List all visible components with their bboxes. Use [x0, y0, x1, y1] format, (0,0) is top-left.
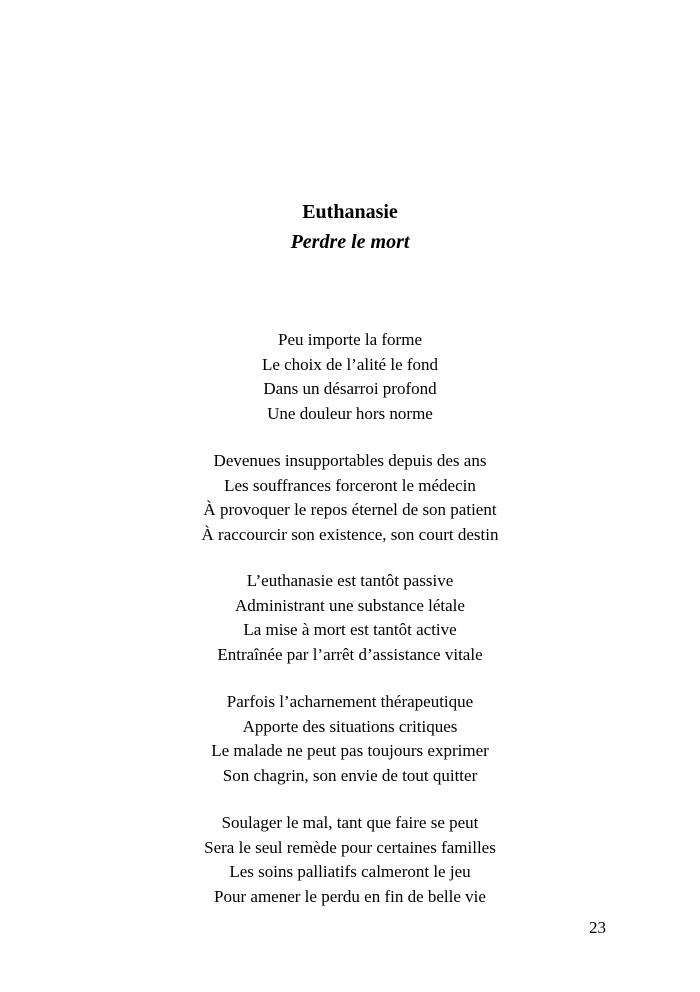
poem-line: La mise à mort est tantôt active	[243, 620, 457, 639]
stanza-4	[0, 690, 700, 788]
poem-title: Euthanasie	[302, 201, 398, 223]
stanza-5	[0, 811, 700, 909]
poem-line: Le choix de l’alité le fond	[261, 354, 439, 374]
poem-line: Apporte des situations critiques	[242, 716, 458, 736]
poem-line: Peu importe la forme	[278, 330, 422, 349]
poem-line: Son chagrin, son envie de tout quitter	[222, 765, 478, 785]
poem-line: Pour amener le perdu en fin de belle vie	[214, 886, 486, 906]
poem-line: Administrant une substance létale	[235, 595, 465, 615]
poem-line: Entraînée par l’arrêt d’assistance vitale	[217, 644, 483, 664]
poem-line: À provoquer le repos éternel de son patient	[203, 500, 497, 519]
poem-line: Les souffrances forceront le médecin	[224, 475, 476, 495]
stanza-1	[0, 328, 700, 426]
poem-line: Les soins palliatifs calmeront le jeu	[229, 862, 471, 881]
poem-line: Le malade ne peut pas toujours exprimer	[211, 741, 489, 760]
poem-line: Une douleur hors norme	[267, 403, 433, 423]
poem-line: Parfois l’acharnement thérapeutique	[226, 692, 474, 711]
poem-line: Sera le seul remède pour certaines familles	[204, 837, 496, 857]
poem-line: Devenues insupportables depuis des ans	[213, 451, 487, 470]
poem-line: À raccourcir son existence, son court destin	[201, 524, 499, 544]
stanza-3	[0, 569, 700, 667]
stanza-2	[0, 449, 700, 547]
poem-line: Dans un désarroi profond	[263, 379, 437, 398]
poem-subtitle: Perdre le mort	[290, 231, 410, 253]
poem-line: Soulager le mal, tant que faire se peut	[221, 813, 479, 832]
poem-line: L’euthanasie est tantôt passive	[246, 571, 454, 590]
page-number: 23	[589, 918, 606, 937]
